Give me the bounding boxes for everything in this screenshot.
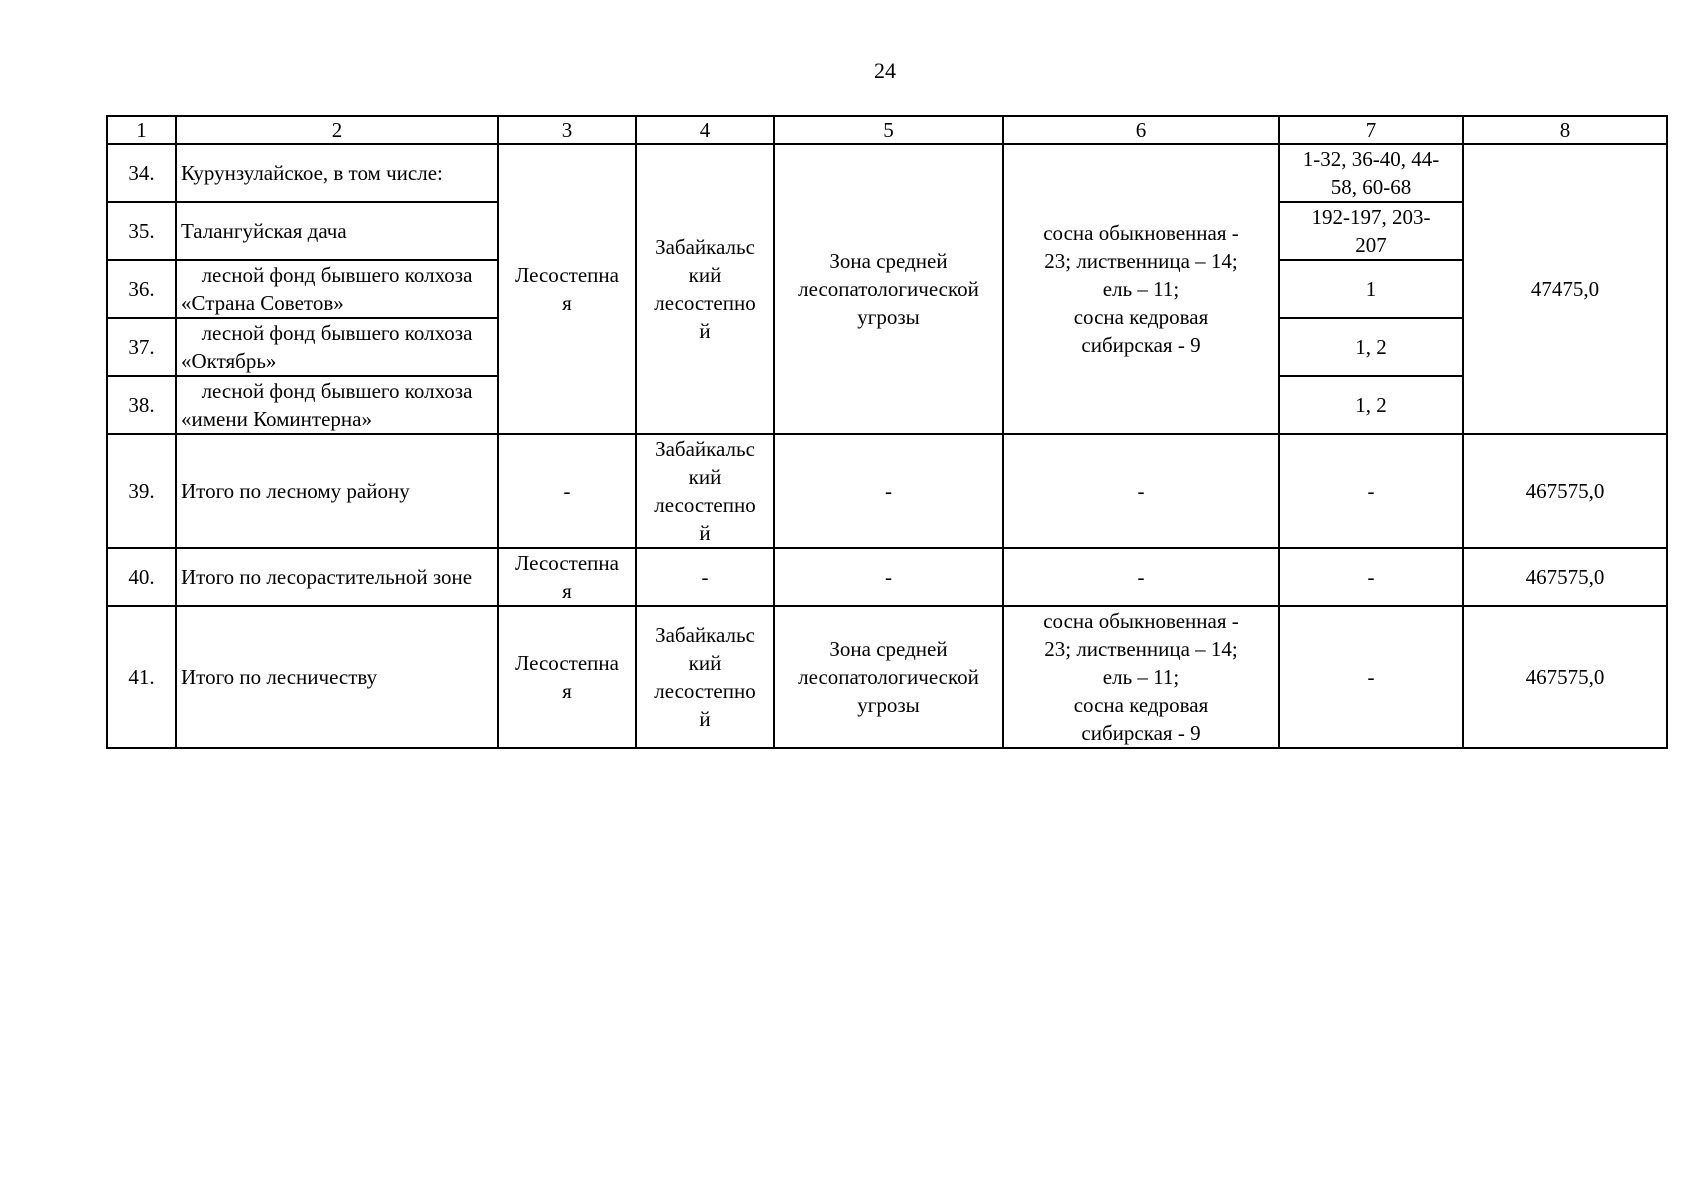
column-number: 1 <box>107 116 176 144</box>
column-number: 6 <box>1003 116 1279 144</box>
species-list: сосна обыкновенная - 23; лиственница – 14; ель – 11; сосна кедровая сибирская - 9 <box>1003 606 1279 748</box>
total-row-vegetation-zone <box>107 548 1667 606</box>
quarter-numbers: - <box>1279 434 1463 548</box>
species-list: - <box>1003 434 1279 548</box>
forest-area-name: Курунзулайское, в том числе: <box>176 144 498 202</box>
row-number: 37. <box>107 318 176 376</box>
column-numbers-row <box>107 116 1667 144</box>
column-number: 4 <box>636 116 774 144</box>
forest-area-name: лесной фонд бывшего колхоза «Страна Советов» <box>176 260 498 318</box>
threat-zone: - <box>774 434 1003 548</box>
column-number: 2 <box>176 116 498 144</box>
column-number: 7 <box>1279 116 1463 144</box>
page-number: 24 <box>874 58 896 83</box>
forest-zone: - <box>498 434 636 548</box>
threat-zone: Зона средней лесопатологической угрозы <box>774 144 1003 434</box>
threat-zone: Зона средней лесопатологической угрозы <box>774 606 1003 748</box>
row-number: 38. <box>107 376 176 434</box>
row-number: 40. <box>107 548 176 606</box>
row-number: 36. <box>107 260 176 318</box>
quarter-numbers: 1, 2 <box>1279 318 1463 376</box>
row-number: 35. <box>107 202 176 260</box>
forest-area-name: Талангуйская дача <box>176 202 498 260</box>
forest-district: Забайкальс кий лесостепно й <box>636 144 774 434</box>
forestry-table <box>106 115 1668 749</box>
species-list: - <box>1003 548 1279 606</box>
quarter-numbers: 1, 2 <box>1279 376 1463 434</box>
quarter-numbers: - <box>1279 606 1463 748</box>
forest-zone: Лесостепна я <box>498 548 636 606</box>
total-label: Итого по лесничеству <box>176 606 498 748</box>
forest-zone: Лесостепна я <box>498 606 636 748</box>
quarter-numbers: 1 <box>1279 260 1463 318</box>
quarter-numbers: 192-197, 203- 207 <box>1279 202 1463 260</box>
area-value: 467575,0 <box>1463 606 1667 748</box>
total-label: Итого по лесорастительной зоне <box>176 548 498 606</box>
total-row-forestry <box>107 606 1667 748</box>
quarter-numbers: - <box>1279 548 1463 606</box>
total-label: Итого по лесному району <box>176 434 498 548</box>
table-row <box>107 144 1667 202</box>
forest-area-name: лесной фонд бывшего колхоза «Октябрь» <box>176 318 498 376</box>
column-number: 8 <box>1463 116 1667 144</box>
forest-area-name: лесной фонд бывшего колхоза «имени Коминтерна» <box>176 376 498 434</box>
row-number: 39. <box>107 434 176 548</box>
area-value: 47475,0 <box>1463 144 1667 434</box>
area-value: 467575,0 <box>1463 548 1667 606</box>
forest-district: Забайкальс кий лесостепно й <box>636 606 774 748</box>
column-number: 3 <box>498 116 636 144</box>
forest-district: Забайкальс кий лесостепно й <box>636 434 774 548</box>
column-number: 5 <box>774 116 1003 144</box>
forest-zone: Лесостепна я <box>498 144 636 434</box>
species-list: сосна обыкновенная - 23; лиственница – 14; ель – 11; сосна кедровая сибирская - 9 <box>1003 144 1279 434</box>
row-number: 41. <box>107 606 176 748</box>
area-value: 467575,0 <box>1463 434 1667 548</box>
quarter-numbers: 1-32, 36-40, 44- 58, 60-68 <box>1279 144 1463 202</box>
threat-zone: - <box>774 548 1003 606</box>
forest-district: - <box>636 548 774 606</box>
total-row-forest-district <box>107 434 1667 548</box>
row-number: 34. <box>107 144 176 202</box>
